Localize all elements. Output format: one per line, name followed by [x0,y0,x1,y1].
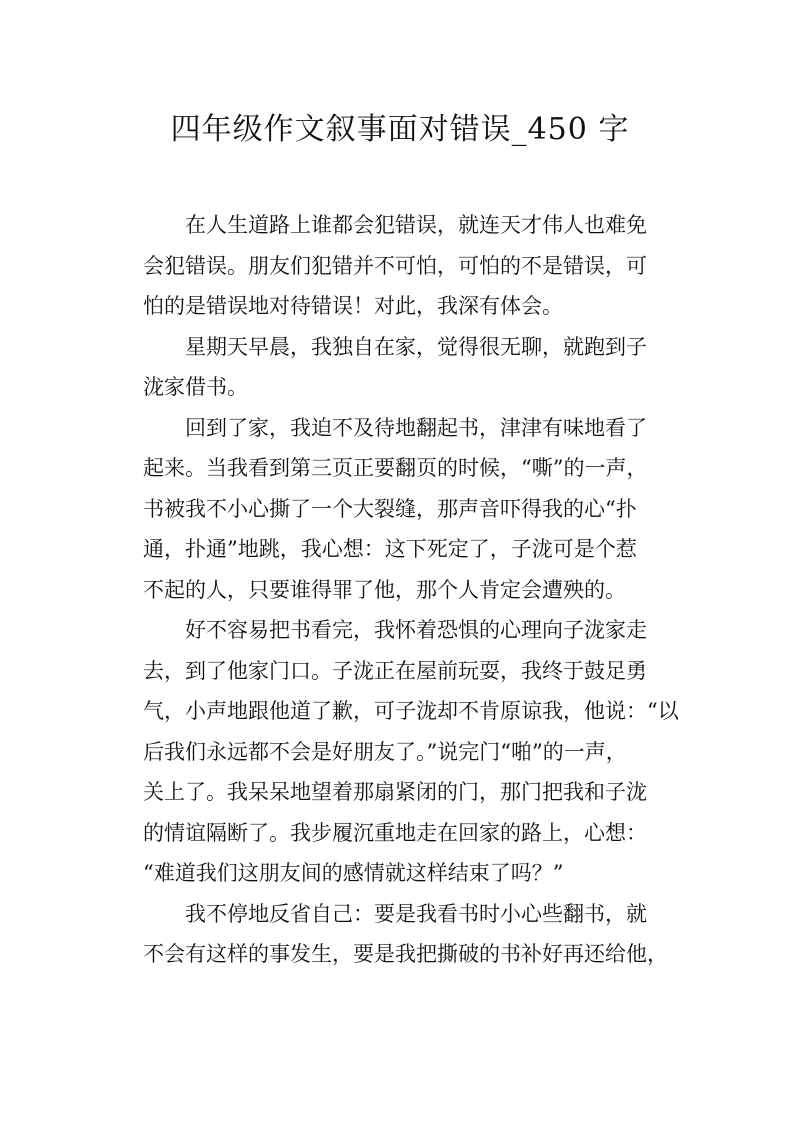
text-line: 的情谊隔断了。我步履沉重地走在回家的路上，心想： [143,820,647,845]
paragraph-3 [143,408,663,611]
text-line: 通，扑通”地跳，我心想：这下死定了，子泷可是个惹 [143,537,637,561]
document-title: 四年级作文叙事面对错误_450 字 [170,112,630,147]
text-line: 关上了。我呆呆地望着那扇紧闭的门，那门把我和子泷 [143,780,647,804]
document-body [143,205,679,975]
text-line: 在人生道路上谁都会犯错误，就连天才伟人也难免 [185,213,647,237]
text-line: 会犯错误。朋友们犯错并不可怕，可怕的不是错误，可 [143,253,647,278]
paragraph-5 [143,894,668,975]
text-line: “难道我们这朋友间的感情就这样结束了吗？” [143,861,564,885]
text-line: 去，到了他家门口。子泷正在屋前玩耍，我终于鼓足勇 [143,658,647,683]
text-line: 气，小声地跟他道了歉，可子泷却不肯原谅我，他说：“以 [143,699,679,723]
paragraph-1 [143,205,663,327]
text-line: 不起的人，只要谁得罪了他，那个人肯定会遭殃的。 [143,577,626,602]
paragraph-2 [143,327,663,408]
text-line: 后我们永远都不会是好朋友了。”说完门“啪”的一声， [143,739,627,764]
text-line: 泷家借书。 [143,375,248,399]
text-line: 星期天早晨，我独自在家，觉得很无聊，就跑到子 [185,334,647,359]
text-line: 书被我不小心撕了一个大裂缝，那声音吓得我的心“扑 [143,496,637,521]
text-line: 好不容易把书看完，我怀着恐惧的心理向子泷家走 [185,618,647,642]
text-line: 不会有这样的事发生，要是我把撕破的书补好再还给他， [143,942,668,966]
text-line: 我不停地反省自己：要是我看书时小心些翻书，就 [185,901,647,926]
text-line: 回到了家，我迫不及待地翻起书，津津有味地看了 [185,415,647,440]
paragraph-4 [143,610,679,894]
text-line: 怕的是错误地对待错误！对此，我深有体会。 [143,294,563,318]
text-line: 起来。当我看到第三页正要翻页的时候，“嘶”的一声， [143,456,648,480]
